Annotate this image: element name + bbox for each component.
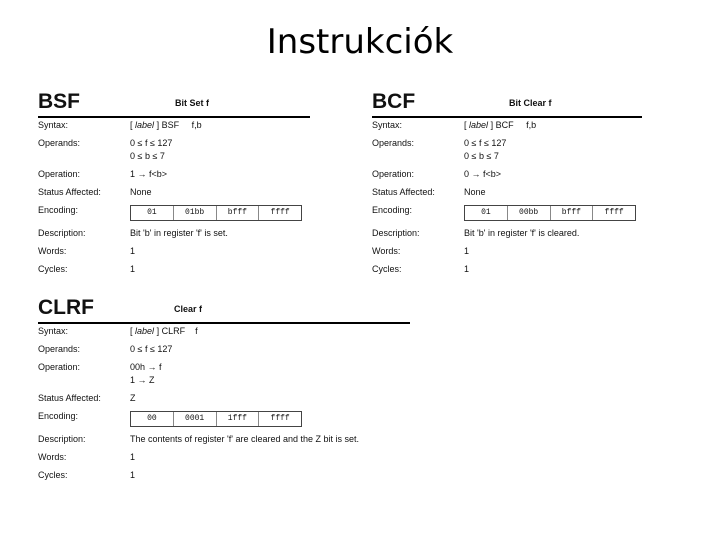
description-value: The contents of register 'f' are cleared and the Z bit is set. bbox=[130, 434, 360, 444]
cycles-row bbox=[372, 264, 642, 275]
row-label: Status Affected: bbox=[38, 393, 101, 403]
row-label: Syntax: bbox=[38, 326, 69, 336]
words-value: 1 bbox=[464, 246, 470, 256]
instruction-card-clrf bbox=[38, 296, 410, 481]
row-label: Encoding: bbox=[38, 411, 79, 421]
encoding-cell: 0001 bbox=[173, 412, 216, 426]
row-label: Description: bbox=[38, 434, 86, 444]
row-label: Status Affected: bbox=[38, 187, 101, 197]
row-label: Status Affected: bbox=[372, 187, 435, 197]
row-label: Operands: bbox=[38, 344, 81, 354]
row-label: Operands: bbox=[372, 138, 415, 148]
row-label: Cycles: bbox=[38, 470, 68, 480]
description-row bbox=[372, 228, 642, 239]
operands-value: 0 ≤ f ≤ 127 bbox=[130, 344, 173, 354]
cycles-row bbox=[38, 470, 410, 481]
encoding-table bbox=[464, 205, 636, 221]
header-rule bbox=[38, 322, 410, 324]
row-label: Operands: bbox=[38, 138, 81, 148]
words-row bbox=[372, 246, 642, 257]
row-label: Encoding: bbox=[372, 205, 413, 215]
operation-row bbox=[38, 362, 410, 386]
row-label: Syntax: bbox=[38, 120, 69, 130]
row-label: Description: bbox=[38, 228, 86, 238]
row-label: Operation: bbox=[372, 169, 415, 179]
operands-value: 0 ≤ f ≤ 127 0 ≤ b ≤ 7 bbox=[464, 138, 507, 161]
cycles-row bbox=[38, 264, 310, 275]
header-rule bbox=[38, 116, 310, 118]
cycles-value: 1 bbox=[130, 470, 136, 480]
encoding-cell: ffff bbox=[258, 412, 301, 426]
row-label: Operation: bbox=[38, 169, 81, 179]
operation-value: 00h → f 1 → Z bbox=[130, 362, 162, 385]
operation-value: 1 → f<b> bbox=[130, 169, 168, 179]
words-row bbox=[38, 452, 410, 463]
row-label: Operation: bbox=[38, 362, 81, 372]
status-value: None bbox=[130, 187, 152, 197]
row-label: Words: bbox=[372, 246, 401, 256]
encoding-cell: 01bb bbox=[173, 206, 216, 220]
encoding-cell: ffff bbox=[592, 206, 635, 220]
operands-row bbox=[372, 138, 642, 162]
header-rule bbox=[372, 116, 642, 118]
instruction-subtitle: Bit Set f bbox=[175, 98, 210, 108]
operation-row bbox=[372, 169, 642, 180]
instruction-mnemonic: BCF bbox=[372, 90, 416, 113]
instruction-card-bsf bbox=[38, 90, 310, 275]
cycles-value: 1 bbox=[130, 264, 136, 274]
syntax-value: [ label ] BSF f,b bbox=[130, 120, 202, 130]
description-row bbox=[38, 228, 310, 239]
encoding-cell: ffff bbox=[258, 206, 301, 220]
operation-row bbox=[38, 169, 310, 180]
encoding-table bbox=[130, 205, 302, 221]
syntax-value: [ label ] BCF f,b bbox=[464, 120, 537, 130]
encoding-cell: 00 bbox=[147, 414, 157, 423]
encoding-cell: 01 bbox=[481, 208, 491, 217]
operands-value: 0 ≤ f ≤ 127 0 ≤ b ≤ 7 bbox=[130, 138, 173, 161]
instruction-card-bcf bbox=[372, 90, 642, 275]
description-value: Bit 'b' in register 'f' is cleared. bbox=[464, 228, 580, 238]
row-label: Syntax: bbox=[372, 120, 403, 130]
description-row bbox=[38, 434, 410, 445]
instruction-mnemonic: BSF bbox=[38, 90, 80, 113]
status-row bbox=[372, 187, 642, 198]
instruction-mnemonic: CLRF bbox=[38, 296, 94, 319]
syntax-row bbox=[38, 120, 310, 131]
description-value: Bit 'b' in register 'f' is set. bbox=[130, 228, 228, 238]
row-label: Words: bbox=[38, 246, 67, 256]
status-row bbox=[38, 393, 410, 404]
instruction-subtitle: Clear f bbox=[174, 304, 203, 314]
status-row bbox=[38, 187, 310, 198]
cycles-value: 1 bbox=[464, 264, 470, 274]
status-value: None bbox=[464, 187, 486, 197]
row-label: Cycles: bbox=[372, 264, 402, 274]
words-value: 1 bbox=[130, 246, 136, 256]
encoding-row bbox=[38, 411, 410, 427]
row-label: Words: bbox=[38, 452, 67, 462]
encoding-row bbox=[372, 205, 642, 221]
slide-title: Instrukciók bbox=[266, 22, 454, 62]
encoding-cell: 1fff bbox=[216, 412, 259, 426]
syntax-row bbox=[38, 326, 410, 337]
syntax-row bbox=[372, 120, 642, 131]
encoding-cell: 00bb bbox=[507, 206, 550, 220]
row-label: Cycles: bbox=[38, 264, 68, 274]
encoding-cell: bfff bbox=[550, 206, 593, 220]
encoding-row bbox=[38, 205, 310, 221]
row-label: Description: bbox=[372, 228, 420, 238]
words-value: 1 bbox=[130, 452, 136, 462]
status-value: Z bbox=[130, 393, 136, 403]
operands-row bbox=[38, 138, 310, 162]
instruction-subtitle: Bit Clear f bbox=[509, 98, 552, 108]
syntax-value: [ label ] CLRF f bbox=[130, 326, 198, 336]
encoding-cell: 01 bbox=[147, 208, 157, 217]
encoding-table bbox=[130, 411, 302, 427]
operation-value: 0 → f<b> bbox=[464, 169, 502, 179]
words-row bbox=[38, 246, 310, 257]
encoding-cell: bfff bbox=[216, 206, 259, 220]
operands-row bbox=[38, 344, 410, 355]
row-label: Encoding: bbox=[38, 205, 79, 215]
